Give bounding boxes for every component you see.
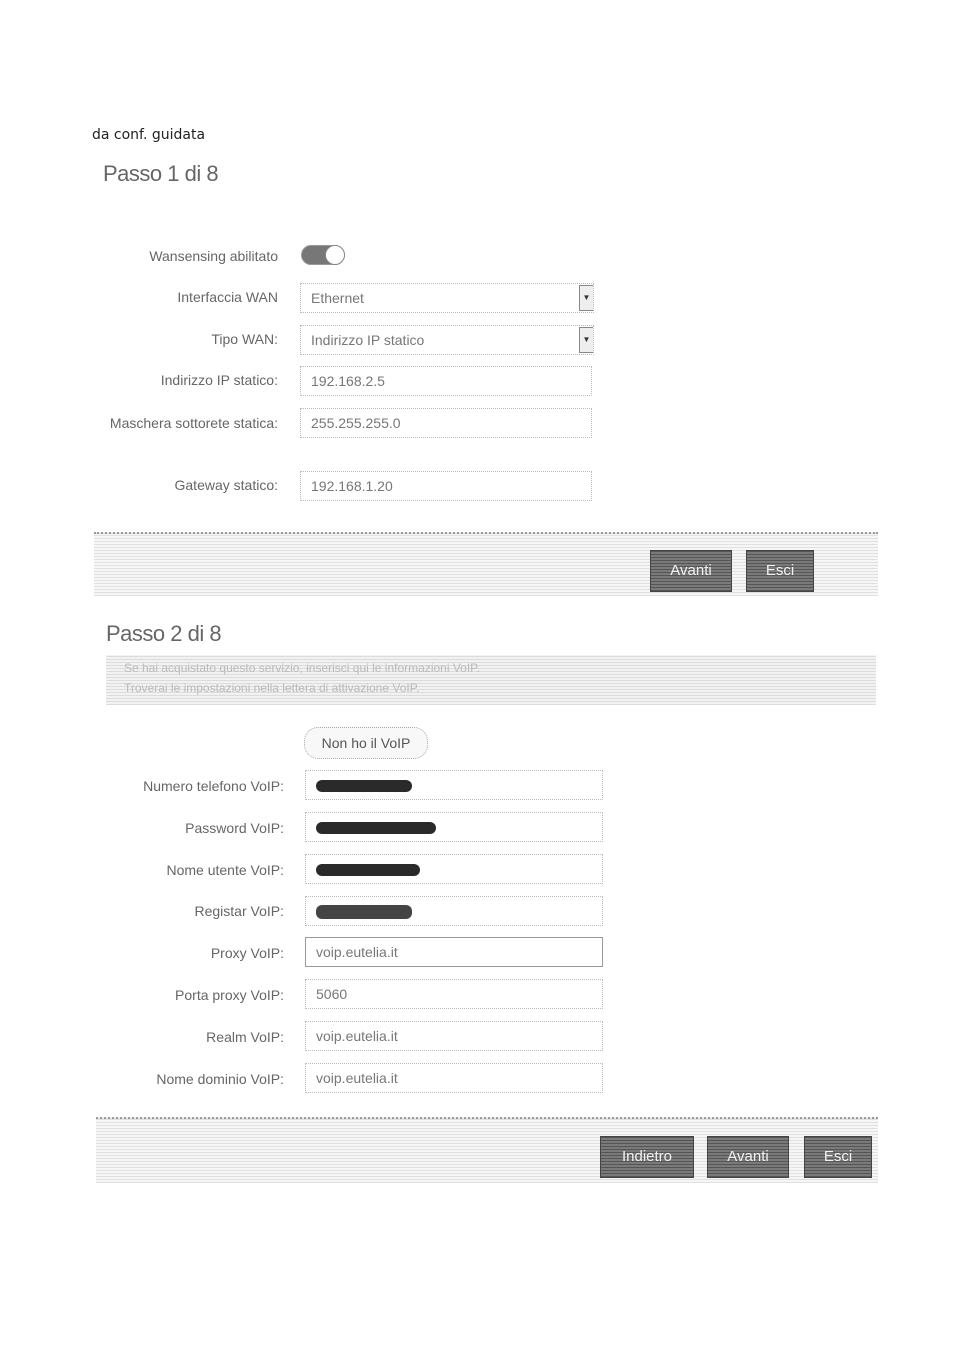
wan-interface-value: Ethernet [311, 290, 364, 306]
voip-number-input[interactable] [305, 770, 603, 800]
voip-username-input[interactable] [305, 854, 603, 884]
redacted-value [316, 780, 412, 792]
voip-domain-label: Nome dominio VoIP: [156, 1071, 284, 1087]
voip-proxy-port-input[interactable]: 5060 [305, 979, 603, 1009]
voip-registrar-label: Registar VoIP: [194, 903, 284, 919]
chevron-down-icon[interactable]: ▼ [579, 285, 594, 311]
chevron-down-icon[interactable]: ▼ [579, 327, 594, 353]
document-caption: da conf. guidata [92, 127, 206, 143]
wan-type-value: Indirizzo IP statico [311, 332, 425, 348]
wansensing-toggle[interactable] [301, 245, 345, 265]
step1-title: Passo 1 di 8 [103, 161, 219, 186]
gateway-label: Gateway statico: [174, 477, 278, 493]
voip-password-label: Password VoIP: [185, 820, 284, 836]
voip-proxy-label: Proxy VoIP: [210, 945, 284, 961]
voip-info-line2: Troverai le impostazioni nella lettera di attivazione VoIP. [124, 681, 420, 695]
step1-button-bar [94, 532, 878, 596]
wan-interface-select[interactable] [300, 283, 594, 313]
redacted-value [316, 905, 412, 919]
step2-next-button[interactable]: Avanti [707, 1136, 789, 1178]
voip-password-input[interactable] [305, 812, 603, 842]
toggle-knob [325, 245, 345, 265]
step1-exit-button[interactable]: Esci [746, 550, 814, 592]
gateway-input[interactable]: 192.168.1.20 [300, 471, 592, 501]
voip-proxy-input[interactable]: voip.eutelia.it [305, 937, 603, 967]
step1-next-button[interactable]: Avanti [650, 550, 732, 592]
static-ip-input[interactable]: 192.168.2.5 [300, 366, 592, 396]
wan-type-label: Tipo WAN: [211, 331, 278, 347]
voip-domain-input[interactable]: voip.eutelia.it [305, 1063, 603, 1093]
wan-type-select[interactable] [300, 325, 594, 355]
voip-info-box [106, 655, 876, 705]
voip-registrar-input[interactable] [305, 896, 603, 926]
wan-interface-label: Interfaccia WAN [177, 289, 278, 305]
voip-proxy-port-label: Porta proxy VoIP: [175, 987, 284, 1003]
no-voip-button[interactable]: Non ho il VoIP [304, 727, 428, 759]
voip-info-line1: Se hai acquistato questo servizio, inserisci qui le informazioni VoIP. [124, 661, 480, 675]
step2-back-button[interactable]: Indietro [600, 1136, 694, 1178]
voip-realm-input[interactable]: voip.eutelia.it [305, 1021, 603, 1051]
subnet-input[interactable]: 255.255.255.0 [300, 408, 592, 438]
redacted-value [316, 864, 420, 876]
voip-username-label: Nome utente VoIP: [166, 862, 284, 878]
step2-exit-button[interactable]: Esci [804, 1136, 872, 1178]
static-ip-label: Indirizzo IP statico: [160, 372, 278, 388]
wansensing-label: Wansensing abilitato [149, 248, 278, 264]
voip-realm-label: Realm VoIP: [206, 1029, 284, 1045]
step2-title: Passo 2 di 8 [106, 621, 222, 646]
subnet-label: Maschera sottorete statica: [109, 415, 278, 431]
redacted-value [316, 822, 436, 834]
voip-number-label: Numero telefono VoIP: [143, 778, 284, 794]
step2-button-bar [96, 1117, 878, 1183]
